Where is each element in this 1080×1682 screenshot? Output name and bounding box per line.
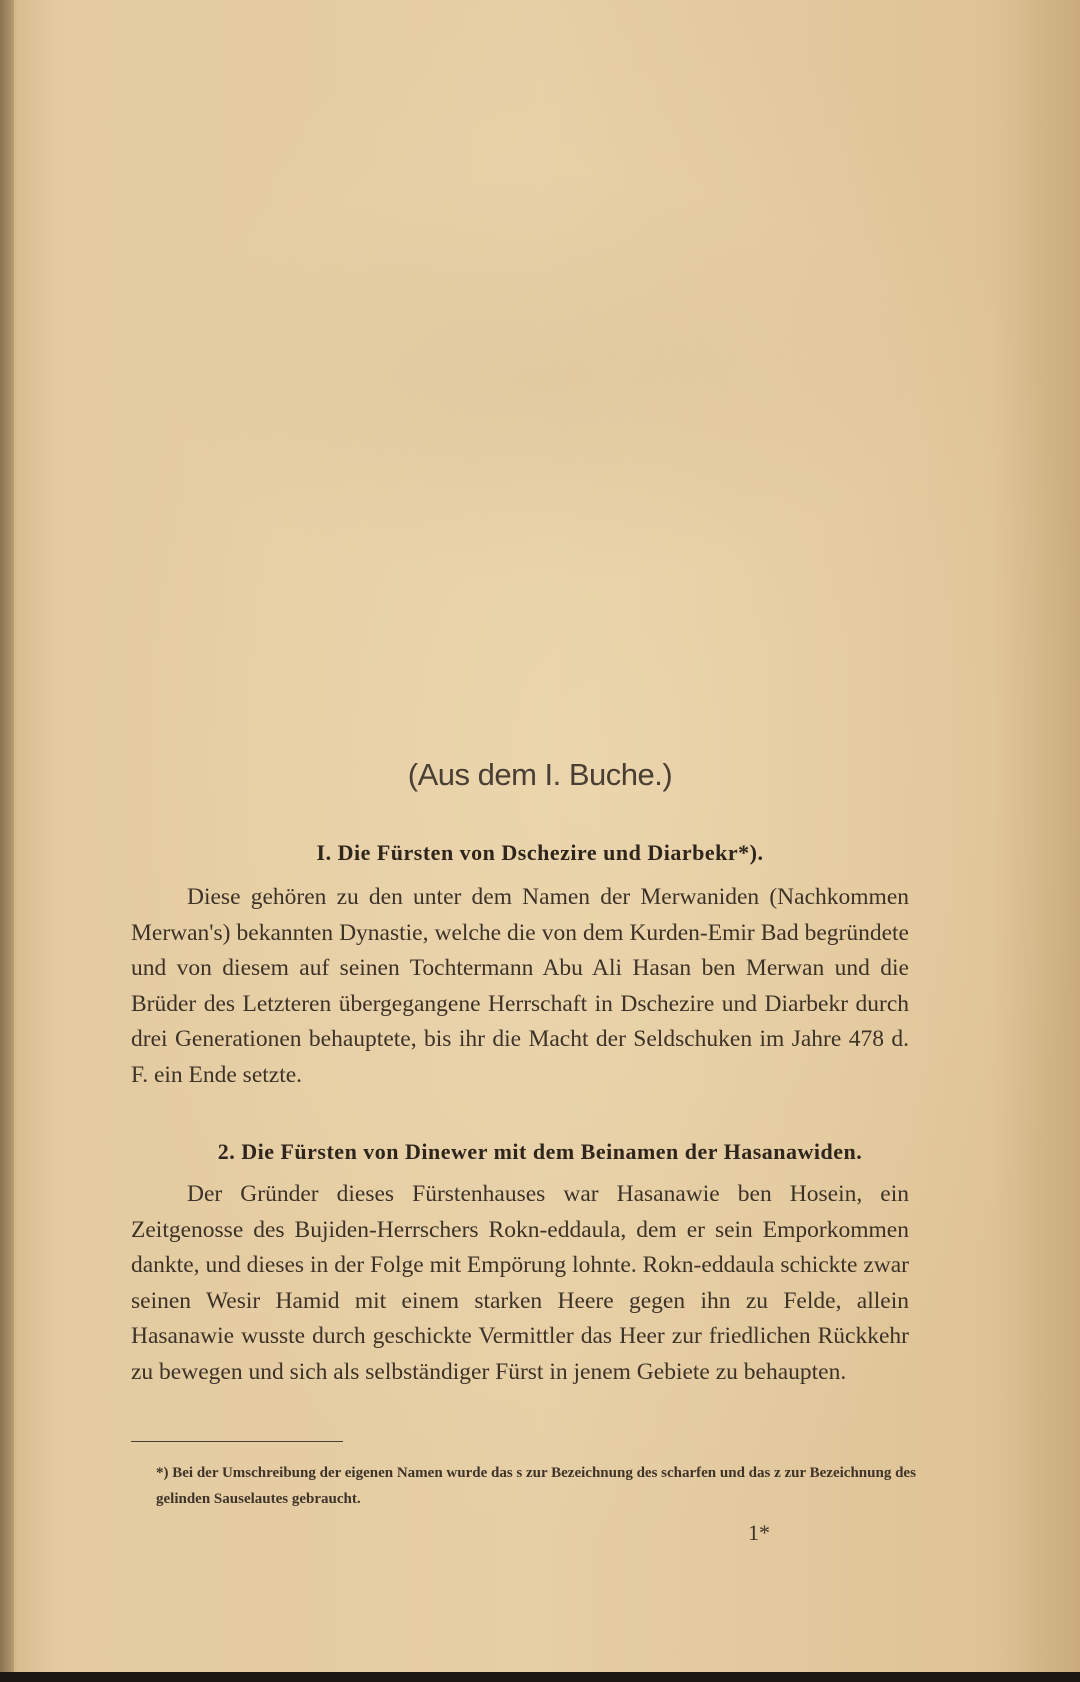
footnote: *) Bei der Umschreibung der eigenen Namen wurde das s zur Bezeichnung des scharfen und das z zur Bezeichnung des gelinden Sauselautes gebraucht.: [156, 1465, 916, 1507]
section-2-heading: 2. Die Fürsten von Dinewer mit dem Beinamen der Hasanawiden.: [217, 1139, 863, 1164]
section-1-heading: I. Die Fürsten von Dschezire und Diarbekr*).: [316, 840, 764, 865]
section-2-text: Der Gründer dieses Fürstenhauses war Hasanawie ben Hosein, ein Zeitgenosse des Bujiden-Herrschers Rokn-eddaula, dem er sein Emporkommen dankte, und dieses in der Folge mit Empörung lohnte. Rokn-eddaula schickte zwar seinen Wesir Hamid mit einem starken Heere gegen ihn zu Felde, allein Hasanawie wusste durch geschickte Vermittler das Heer zur friedlichen Rückkehr zu bewegen und sich als selbständiger Fürst in jenem Gebiete zu behaupten.: [131, 1181, 909, 1385]
page-number: 1*: [748, 1520, 770, 1545]
bleed-through-text: [160, 170, 920, 590]
section-1-text: Diese gehören zu den unter dem Namen der Merwaniden (Nachkommen Merwan's) bekannten Dynastie, welche die von dem Kurden-Emir Bad begründete und von diesem auf seinen Tochtermann Abu Ali Hasan ben Merwan und die Brüder des Letzteren übergegangene Herrschaft in Dschezire und Diarbekr durch drei Generationen behauptete, bis ihr die Macht der Seldschuken im Jahre 478 d. F. ein Ende setzte.: [131, 884, 909, 1088]
scan-bottom-border: [0, 1672, 1080, 1682]
book-subtitle: (Aus dem I. Buche.): [407, 757, 673, 792]
footnote-rule: [131, 1441, 343, 1442]
